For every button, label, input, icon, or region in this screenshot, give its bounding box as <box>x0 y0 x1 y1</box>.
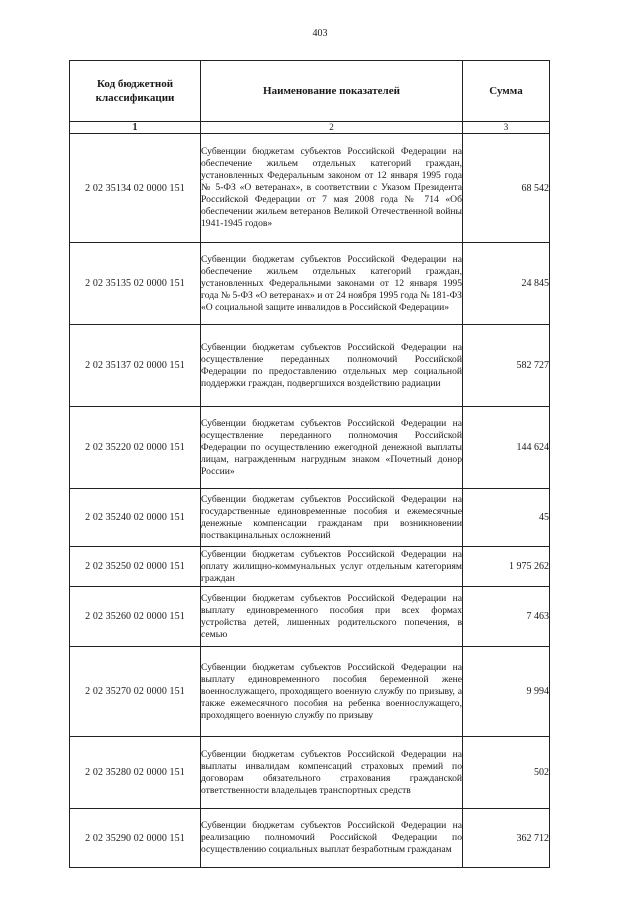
amount: 68 542 <box>463 134 550 243</box>
column-number-1: 1 <box>70 122 201 134</box>
indicator-name: Субвенции бюджетам субъектов Российской Федерации на выплату единовременного пособия беременной жене военнослужащего, проходящего военную службу по призыву, а также ежемесячного пособия на ребенка военнослужащего, проходящего военную службу по призыву <box>201 647 463 737</box>
indicator-name: Субвенции бюджетам субъектов Российской Федерации на осуществление переданных полномочий Российской Федерации по предоставлению отдельных мер социальной поддержки граждан, подвергшихся воздействию радиации <box>201 325 463 407</box>
amount: 1 975 262 <box>463 547 550 587</box>
indicator-name: Субвенции бюджетам субъектов Российской Федерации на реализацию полномочий Российской Федерации по осуществлению социальных выплат безработным гражданам <box>201 809 463 868</box>
indicator-name: Субвенции бюджетам субъектов Российской Федерации на государственные единовременные пособия и ежемесячные денежные компенсации гражданам при возникновении поствакцинальных осложнений <box>201 489 463 547</box>
table-row <box>70 587 550 647</box>
header-name: Наименование показателей <box>201 61 463 122</box>
budget-code: 2 02 35270 02 0000 151 <box>70 647 201 737</box>
table-row <box>70 647 550 737</box>
amount: 502 <box>463 737 550 809</box>
amount: 45 <box>463 489 550 547</box>
indicator-name: Субвенции бюджетам субъектов Российской Федерации на выплаты инвалидам компенсаций страховых премий по договорам обязательного страхования гражданской ответственности владельцев транспортных средств <box>201 737 463 809</box>
table-row <box>70 407 550 489</box>
budget-code: 2 02 35240 02 0000 151 <box>70 489 201 547</box>
indicator-name: Субвенции бюджетам субъектов Российской Федерации на обеспечение жильем отдельных категорий граждан, установленных Федеральным законом от 12 января 1995 года № 5-ФЗ «О ветеранах», в соответствии с Указом Президента Российской Федерации от 7 мая 2008 года № 714 «Об обеспечении жильем ветеранов Великой Отечественной войны 1941-1945 годов» <box>201 134 463 243</box>
header-row <box>70 61 550 122</box>
indicator-name: Субвенции бюджетам субъектов Российской Федерации на осуществление переданного полномочия Российской Федерации по осуществлению ежегодной денежной выплаты лицам, награжденным нагрудным знаком «Почетный донор России» <box>201 407 463 489</box>
amount: 144 624 <box>463 407 550 489</box>
budget-code: 2 02 35134 02 0000 151 <box>70 134 201 243</box>
column-number-3: 3 <box>463 122 550 134</box>
budget-code: 2 02 35280 02 0000 151 <box>70 737 201 809</box>
table-row <box>70 547 550 587</box>
table-row <box>70 134 550 243</box>
table-row <box>70 489 550 547</box>
budget-code: 2 02 35290 02 0000 151 <box>70 809 201 868</box>
budget-code: 2 02 35260 02 0000 151 <box>70 587 201 647</box>
table-row <box>70 737 550 809</box>
page-number: 403 <box>312 28 328 39</box>
indicator-name: Субвенции бюджетам субъектов Российской Федерации на выплату единовременного пособия при всех формах устройства детей, лишенных родительского попечения, в семью <box>201 587 463 647</box>
table-row <box>70 325 550 407</box>
column-number-2: 2 <box>201 122 463 134</box>
indicator-name: Субвенции бюджетам субъектов Российской Федерации на обеспечение жильем отдельных категорий граждан, установленных Федеральными законами от 12 января 1995 года № 5-ФЗ «О ветеранах» и от 24 ноября 1995 года № 181-ФЗ «О социальной защите инвалидов в Российской Федерации» <box>201 243 463 325</box>
amount: 7 463 <box>463 587 550 647</box>
budget-code: 2 02 35250 02 0000 151 <box>70 547 201 587</box>
column-number-row <box>70 122 550 134</box>
budget-code: 2 02 35220 02 0000 151 <box>70 407 201 489</box>
budget-code: 2 02 35137 02 0000 151 <box>70 325 201 407</box>
header-code: Код бюджетной классификации <box>70 61 201 122</box>
table-row <box>70 243 550 325</box>
amount: 582 727 <box>463 325 550 407</box>
amount: 9 994 <box>463 647 550 737</box>
header-sum: Сумма <box>463 61 550 122</box>
table-row <box>70 809 550 868</box>
amount: 362 712 <box>463 809 550 868</box>
indicator-name: Субвенции бюджетам субъектов Российской Федерации на оплату жилищно-коммунальных услуг отдельным категориям граждан <box>201 547 463 587</box>
budget-code: 2 02 35135 02 0000 151 <box>70 243 201 325</box>
budget-table <box>69 60 550 868</box>
amount: 24 845 <box>463 243 550 325</box>
